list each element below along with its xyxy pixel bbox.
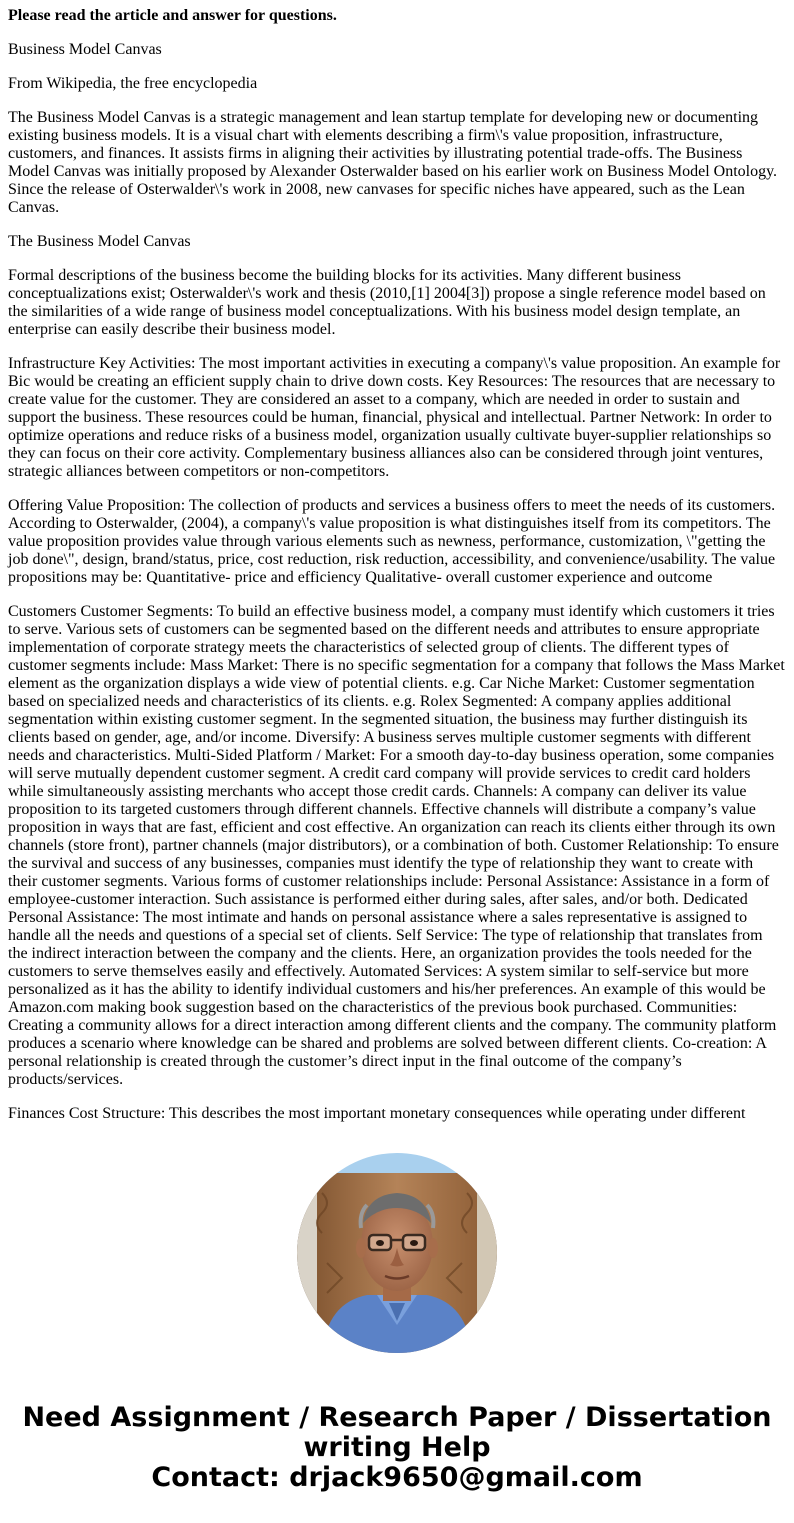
paragraph-infrastructure: Infrastructure Key Activities: The most important activities in executing a company\'s value proposition. An example for Bic would be creating an efficient supply chain to drive down costs. Key Resources: The resources that are necessary to create value for the customer. They are considered an asset to a company, which are needed in order to sustain and support the business. These resources could be human, financial, physical and intellectual. Partner Network: In order to optimize operations and reduce risks of a business model, organization usually cultivate buyer-supplier relationships so they can focus on their core activity. Complementary business alliances also can be considered through joint ventures, strategic alliances between competitors or non-competitors. [8, 355, 781, 480]
instruction-heading: Please read the article and answer for questions. [8, 7, 337, 24]
paragraph-subheading: The Business Model Canvas [8, 233, 191, 250]
promo-contact: Contact: drjack9650@gmail.com [151, 1462, 643, 1493]
paragraph-intro: The Business Model Canvas is a strategic management and lean startup template for developing new or documenting existing business models. It is a visual chart with elements describing a firm\'s value proposition, infrastructure, customers, and finances. It assists firms in aligning their activities by illustrating potential trade-offs. The Business Model Canvas was initially proposed by Alexander Osterwalder based on his earlier work on Business Model Ontology. Since the release of Osterwalder\'s work in 2008, new canvases for specific niches have appeared, such as the Lean Canvas. [8, 109, 778, 216]
promo-headline: Need Assignment / Research Paper / Dissertation writing Help [22, 1402, 772, 1463]
person-photo-icon [297, 1153, 497, 1353]
paragraph-customers: Customers Customer Segments: To build an effective business model, a company must identify which customers it tries to serve. Various sets of customers can be segmented based on the different needs and attributes to ensure appropriate implementation of corporate strategy meets the characteristics of selected group of clients. The different types of customer segments include: Mass Market: There is no specific segmentation for a company that follows the Mass Market element as the organization displays a wide view of potential clients. e.g. Car Niche Market: Customer segmentation based on specialized needs and characteristics of its clients. e.g. Rolex Segmented: A company applies additional segmentation within existing customer segment. In the segmented situation, the business may further distinguish its clients based on gender, age, and/or income. Diversify: A business serves multiple customer segments with different needs and characteristics. Multi-Sided Platform / Market: For a smooth day-to-day business operation, some companies will serve mutually dependent customer segment. A credit card company will provide services to credit card holders while simultaneously assisting merchants who accept those credit cards. Channels: A company can deliver its value proposition to its targeted customers through different channels. Effective channels will distribute a company’s value proposition in ways that are fast, efficient and cost effective. An organization can reach its clients either through its own channels (store front), partner channels (major distributors), or a combination of both. Customer Relationship: To ensure the survival and success of any businesses, companies must identify the type of relationship they want to create with their customer segments. Various forms of customer relationships include: Personal Assistance: Assistance in a form of employee-customer interaction. Such assistance is performed either during sales, after sales, and/or both. Dedicated Personal Assistance: The most intimate and hands on personal assistance where a sales representative is assigned to handle all the needs and questions of a special set of clients. Self Service: The type of relationship that translates from the indirect interaction between the company and the clients. Here, an organization provides the tools needed for the customers to serve themselves easily and effectively. Automated Services: A system similar to self-service but more personalized as it has the ability to identify individual customers and his/her preferences. An example of this would be Amazon.com making book suggestion based on the characteristics of the previous book purchased. Communities: Creating a community allows for a direct interaction among different clients and the company. The community platform produces a scenario where knowledge can be shared and problems are solved between different clients. Co-creation: A personal relationship is created through the customer’s direct input in the final outcome of the company’s products/services. [8, 603, 785, 1088]
paragraph-finances: Finances Cost Structure: This describes the most important monetary consequences while operating under different [8, 1105, 746, 1122]
promo-banner [0, 1403, 794, 1493]
content-cutoff [0, 1122, 794, 1152]
paragraph-formal-descriptions: Formal descriptions of the business become the building blocks for its activities. Many different business conceptualizations exist; Osterwalder\'s work and thesis (2010,[1] 2004[3]) propose a single reference model based on the similarities of a wide range of business model conceptualizations. With his business model design template, an enterprise can easily describe their business model. [8, 267, 766, 338]
avatar [297, 1153, 497, 1353]
article-source: From Wikipedia, the free encyclopedia [8, 75, 258, 92]
article-title: Business Model Canvas [8, 41, 162, 58]
paragraph-offering: Offering Value Proposition: The collection of products and services a business offers to meet the needs of its customers. According to Osterwalder, (2004), a company\'s value proposition is what distinguishes itself from its competitors. The value proposition provides value through various elements such as newness, performance, customization, \"getting the job done\", design, brand/status, price, cost reduction, risk reduction, accessibility, and convenience/usability. The value propositions may be: Quantitative- price and efficiency Qualitative- overall customer experience and outcome [8, 497, 776, 586]
article [8, 7, 786, 1139]
